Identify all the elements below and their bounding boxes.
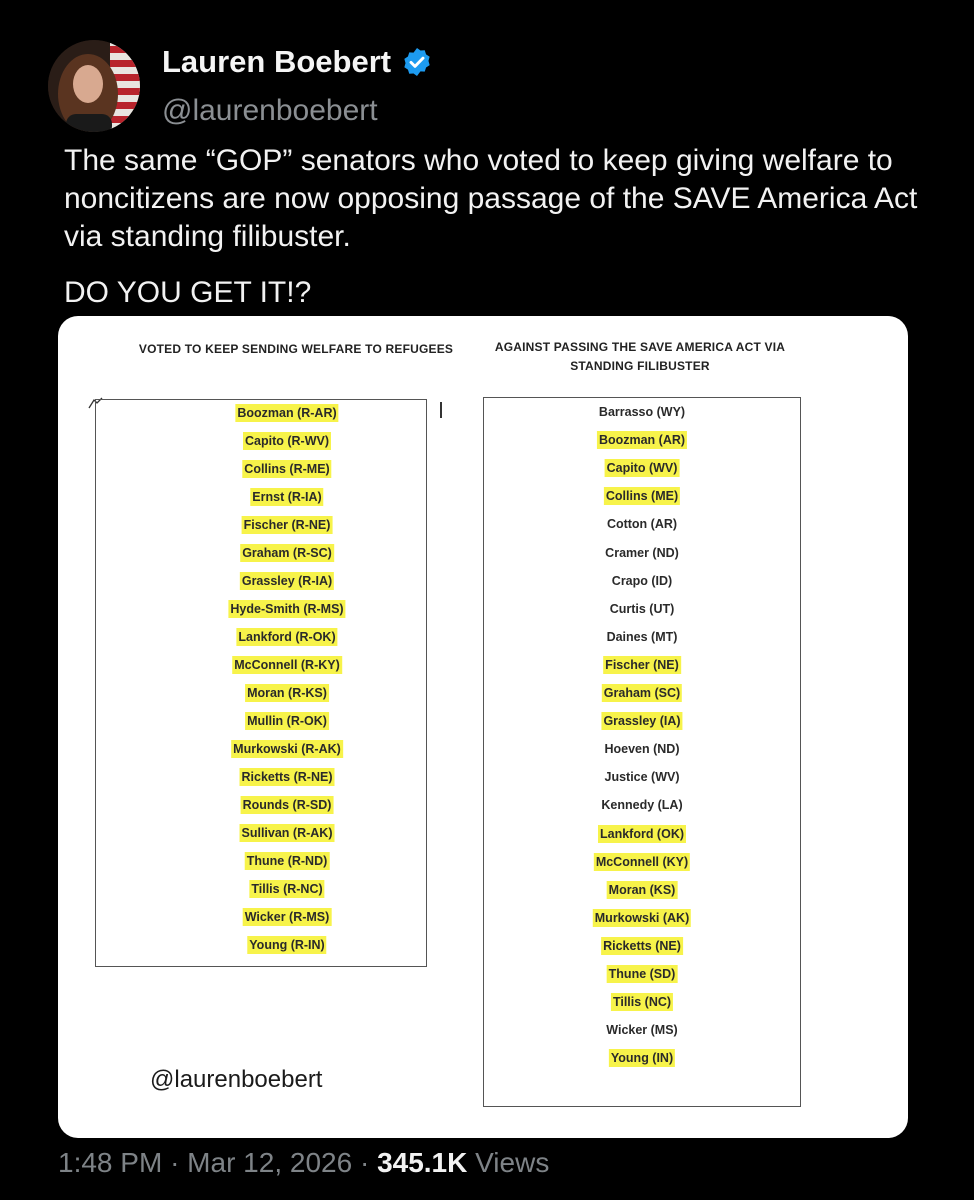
left-list-item: Ernst (R-IA)	[252, 490, 322, 504]
right-list-item: Curtis (UT)	[609, 601, 675, 616]
right-list-item: Daines (MT)	[606, 629, 678, 644]
tweet-paragraph-2: DO YOU GET IT!?	[64, 276, 312, 309]
tweet-date[interactable]: Mar 12, 2026	[187, 1147, 353, 1178]
meta-separator: ·	[170, 1147, 180, 1178]
verified-badge-icon	[401, 46, 433, 78]
avatar[interactable]	[48, 40, 140, 132]
tweet-text	[64, 142, 944, 312]
right-list-item: Cotton (AR)	[606, 517, 678, 532]
left-list-item: Rounds (R-SD)	[242, 798, 332, 812]
right-list-item: Graham (SC)	[603, 686, 681, 700]
left-list-item: Wicker (R-MS)	[244, 910, 330, 924]
left-list-item: Mullin (R-OK)	[247, 714, 327, 728]
left-column-header: VOTED TO KEEP SENDING WELFARE TO REFUGEES	[138, 342, 454, 356]
right-column-header: AGAINST PASSING THE SAVE AMERICA ACT VIA STANDING FILIBUSTER	[494, 340, 786, 373]
right-list-item: Tillis (NC)	[612, 995, 672, 1010]
right-list-item: Murkowski (AK)	[594, 910, 690, 925]
right-list-item: Barrasso (WY)	[598, 405, 686, 419]
left-list-item: Thune (R-ND)	[246, 854, 328, 868]
author-name-text[interactable]: Lauren Boebert	[162, 44, 392, 79]
right-list-item: Crapo (ID)	[611, 573, 673, 588]
views-count: 345.1K	[377, 1147, 468, 1178]
right-list-item: Thune (SD)	[608, 967, 676, 981]
tweet-paragraph-1: The same “GOP” senators who voted to keep giving welfare to noncitizens are now opposing passage of the SAVE America Act via standing filibuster.	[64, 144, 918, 253]
left-list-item: Murkowski (R-AK)	[233, 742, 341, 756]
left-list-item: Young (R-IN)	[249, 938, 325, 952]
right-list-item: Kennedy (LA)	[601, 798, 683, 813]
left-list-item: Fischer (R-NE)	[243, 518, 331, 532]
tweet-meta	[58, 1147, 549, 1179]
right-list-item: Lankford (OK)	[599, 826, 685, 841]
left-list-item: McConnell (R-KY)	[234, 658, 340, 672]
left-list-item: Sullivan (R-AK)	[241, 826, 333, 840]
right-list-item: Collins (ME)	[605, 489, 679, 504]
right-list-item: Young (IN)	[610, 1051, 674, 1066]
views-label: Views	[475, 1147, 550, 1178]
right-list-item: Wicker (MS)	[606, 1023, 678, 1038]
right-list-item: Capito (WV)	[606, 461, 678, 476]
tweet-image[interactable]	[58, 316, 908, 1138]
right-list-item: Fischer (NE)	[605, 657, 679, 672]
left-list-item: Tillis (R-NC)	[251, 882, 323, 896]
author-handle[interactable]: @laurenboebert	[162, 94, 378, 127]
left-list-item: Boozman (R-AR)	[237, 406, 337, 420]
author-name[interactable]	[162, 44, 433, 80]
text-cursor-mark	[440, 402, 442, 418]
left-list-item: Graham (R-SC)	[242, 546, 332, 560]
right-list-item: Hoeven (ND)	[604, 742, 680, 757]
right-list-item: Boozman (AR)	[598, 433, 686, 448]
right-list-item: Grassley (IA)	[603, 714, 681, 729]
right-list-item: Ricketts (NE)	[603, 938, 681, 953]
left-list-item: Capito (R-WV)	[244, 434, 330, 448]
right-list-item: Justice (WV)	[604, 770, 680, 785]
left-list-item: Grassley (R-IA)	[241, 574, 333, 588]
right-list-item: Moran (KS)	[608, 882, 676, 897]
left-list-item: Collins (R-ME)	[244, 462, 330, 476]
image-watermark: @laurenboebert	[150, 1066, 323, 1093]
left-list-item: Hyde-Smith (R-MS)	[230, 602, 344, 616]
right-list-item: Cramer (ND)	[605, 545, 679, 560]
left-list-item: Ricketts (R-NE)	[241, 770, 333, 784]
tweet-time[interactable]: 1:48 PM	[58, 1147, 163, 1178]
profile-photo-icon	[48, 40, 140, 132]
right-list-item: McConnell (KY)	[595, 854, 689, 869]
meta-separator: ·	[359, 1147, 370, 1178]
left-list-item: Lankford (R-OK)	[238, 630, 336, 644]
left-list-item: Moran (R-KS)	[247, 686, 327, 700]
